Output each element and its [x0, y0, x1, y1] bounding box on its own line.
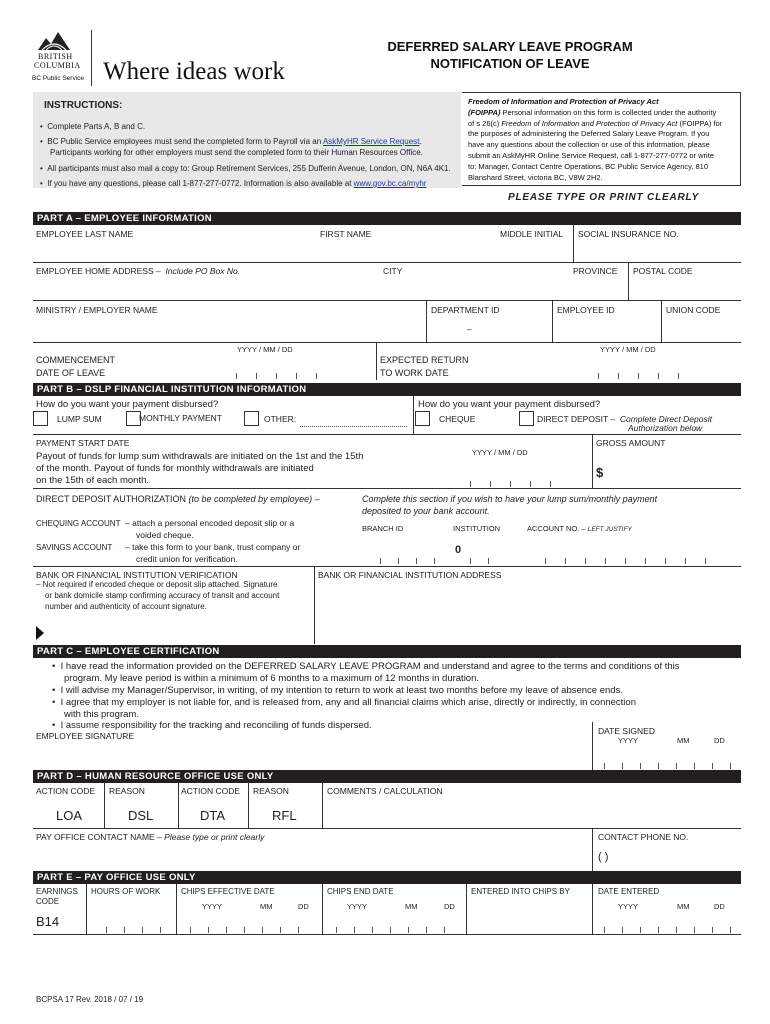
part-a-header: PART A – EMPLOYEE INFORMATION — [33, 212, 741, 225]
last-name-input[interactable] — [33, 241, 315, 261]
return-date-format: YYYY / MM / DD — [600, 345, 656, 354]
earnings-code-label-1: EARNINGS — [36, 887, 78, 896]
date-entered-mm: MM — [677, 902, 690, 911]
sin-label: SOCIAL INSURANCE NO. — [578, 229, 679, 239]
institution-label: INSTITUTION — [453, 524, 501, 533]
direct-deposit-checkbox[interactable] — [519, 411, 534, 426]
union-code-label: UNION CODE — [666, 305, 721, 315]
cert-bullet-4: • I assume responsibility for the tracking and reconciling of funds dispersed. — [52, 720, 372, 731]
chips-end-input[interactable] — [326, 912, 463, 932]
action-code-loa: LOA — [56, 808, 83, 823]
savings-label: SAVINGS ACCOUNT — [36, 543, 113, 552]
city-label: CITY — [383, 266, 403, 276]
chequing-text-2: voided cheque. — [136, 530, 194, 540]
chequing-label: CHEQUING ACCOUNT — [36, 519, 121, 528]
return-label-1: EXPECTED RETURN — [380, 355, 469, 365]
form-title — [330, 38, 690, 72]
foippa-notice: Freedom of Information and Protection of Privacy Act (FOIPPA) Personal information on this form is collected under the authority of s 26(c) Freedom of Information and Protection of Privacy Act (FOIPPA) for the purposes of administering the Deferred Salary Leave Program. If you have any questions about the collection or use of this information, please submit an AskMyHR Online Service Request, call 1-877-277-0772 or write to: Manager, Contact Centre Operations, BC Public Service Agency, 810 Blanshard Street, victoria BC, V8W 2H2. — [462, 92, 741, 186]
verification-text-3: number and authenticity of account signature. — [45, 602, 207, 611]
return-date-input[interactable] — [560, 356, 735, 378]
direct-deposit-label: DIRECT DEPOSIT – Complete Direct Deposit — [537, 414, 712, 424]
cert-bullet-3b: with this program. — [64, 709, 139, 720]
entered-by-label: ENTERED INTO CHIPS BY — [471, 887, 570, 896]
savings-text-1: – take this form to your bank, trust company or — [125, 542, 301, 552]
contact-phone-label: CONTACT PHONE NO. — [598, 832, 689, 842]
return-label-2: TO WORK DATE — [380, 368, 449, 378]
dda-label: DIRECT DEPOSIT AUTHORIZATION (to be completed by employee) – — [36, 494, 320, 504]
part-d-header: PART D – HUMAN RESOURCE OFFICE USE ONLY — [33, 770, 741, 783]
chips-end-dd: DD — [444, 902, 455, 911]
employee-signature-label: EMPLOYEE SIGNATURE — [36, 731, 135, 741]
employee-id-label: EMPLOYEE ID — [557, 305, 615, 315]
bank-address-label: BANK OR FINANCIAL INSTITUTION ADDRESS — [318, 570, 502, 580]
earnings-code-label-2: CODE — [36, 897, 60, 906]
employee-id-input[interactable] — [555, 317, 659, 339]
payout-text-3: on the 15th of each month. — [36, 475, 150, 486]
province-label: PROVINCE — [573, 266, 618, 276]
department-id-label: DEPARTMENT ID — [431, 305, 500, 315]
askmyhr-link[interactable]: AskMyHR Service Request — [322, 137, 420, 146]
home-address-label: EMPLOYEE HOME ADDRESS – Include PO Box No. — [36, 266, 241, 276]
union-code-input[interactable] — [664, 317, 741, 339]
payout-text-2: of the month. Payout of funds for monthly withdrawals are initiated — [36, 463, 314, 474]
instruction-item-2b: Participants working for other employers must send the completed form to their Human Resources Office. — [50, 148, 423, 157]
other-checkbox[interactable] — [244, 411, 259, 426]
date-signed-label: DATE SIGNED — [598, 726, 655, 736]
please-print-notice: PLEASE TYPE OR PRINT CLEARLY — [508, 192, 700, 203]
payment-start-format: YYYY / MM / DD — [472, 448, 528, 457]
date-signed-mm: MM — [677, 736, 690, 745]
direct-deposit-note: Authorization below — [628, 423, 703, 433]
other-input[interactable] — [300, 414, 407, 427]
form-title-line2: NOTIFICATION OF LEAVE — [430, 56, 590, 71]
chips-end-mm: MM — [405, 902, 418, 911]
sin-input[interactable] — [576, 241, 741, 261]
dda-instruction-1: Complete this section if you wish to have your lump sum/monthly payment — [362, 494, 658, 504]
branch-id-label: BRANCH ID — [362, 524, 404, 533]
chips-effective-mm: MM — [260, 902, 273, 911]
myhr-link[interactable]: www.gov.bc.ca/myhr — [353, 179, 427, 188]
action-code-label-2: ACTION CODE — [181, 786, 241, 796]
form-title-line1: DEFERRED SALARY LEAVE PROGRAM — [387, 39, 633, 54]
dollar-sign: $ — [596, 465, 604, 480]
chips-end-label: CHIPS END DATE — [327, 887, 394, 896]
gross-amount-label: GROSS AMOUNT — [596, 438, 666, 448]
date-entered-dd: DD — [714, 902, 725, 911]
chips-end-yyyy: YYYY — [347, 902, 368, 911]
hours-of-work-label: HOURS OF WORK — [91, 887, 161, 896]
account-no-input[interactable] — [525, 540, 735, 560]
instruction-item-1: • Complete Parts A, B and C. — [40, 122, 146, 131]
contact-phone-input[interactable] — [598, 846, 738, 868]
cheque-checkbox[interactable] — [415, 411, 430, 426]
last-name-label: EMPLOYEE LAST NAME — [36, 229, 134, 239]
payment-start-input[interactable] — [430, 456, 580, 478]
instruction-item-3: • All participants must also mail a copy to: Group Retirement Services, 255 Dufferin Avenue, London, ON, N6A 4K1. — [40, 164, 451, 173]
comments-input[interactable] — [326, 798, 738, 826]
bc-logo — [32, 28, 92, 88]
earnings-code-b14: B14 — [36, 914, 60, 929]
date-entered-yyyy: YYYY — [618, 902, 639, 911]
entered-by-input[interactable] — [470, 898, 589, 932]
disbursement-question-1: How do you want your payment disbursed? — [36, 399, 219, 410]
comments-label: COMMENTS / CALCULATION — [327, 786, 443, 796]
ministry-label: MINISTRY / EMPLOYER NAME — [36, 305, 158, 315]
form-footer: BCPSA 17 Rev. 2018 / 07 / 19 — [36, 995, 144, 1004]
chips-effective-yyyy: YYYY — [202, 902, 223, 911]
department-dash: – — [467, 324, 472, 334]
reason-dsl: DSL — [128, 808, 154, 823]
date-entered-input[interactable] — [598, 912, 738, 932]
date-signed-dd: DD — [714, 736, 725, 745]
date-signed-input[interactable] — [598, 746, 738, 766]
lump-sum-checkbox[interactable] — [33, 411, 48, 426]
action-code-label-1: ACTION CODE — [36, 786, 96, 796]
postal-code-input[interactable] — [631, 278, 741, 298]
dda-instruction-2: deposited to your bank account. — [362, 506, 490, 516]
contact-name-input[interactable] — [36, 845, 586, 867]
logo-british: BRITISH — [38, 52, 73, 61]
commencement-date-format: YYYY / MM / DD — [237, 345, 293, 354]
other-label: OTHER: — [264, 414, 297, 424]
part-c-header: PART C – EMPLOYEE CERTIFICATION — [33, 645, 741, 658]
commencement-label-1: COMMENCEMENT — [36, 355, 115, 365]
lump-sum-label: LUMP SUM — [57, 414, 102, 424]
city-input[interactable] — [381, 278, 571, 298]
first-name-input[interactable] — [318, 241, 498, 261]
postal-code-label: POSTAL CODE — [633, 266, 693, 276]
reason-label-1: REASON — [109, 786, 145, 796]
signature-arrow-icon — [36, 626, 44, 640]
gross-amount-input[interactable] — [610, 462, 738, 484]
date-signed-yyyy: YYYY — [618, 736, 639, 745]
middle-initial-label: MIDDLE INITIAL — [500, 229, 564, 239]
contact-phone-parens: ( ) — [598, 851, 609, 863]
cert-bullet-2: • I will advise my Manager/Supervisor, in writing, of my intention to return to work at least two months before my leave of absence ends. — [52, 685, 623, 696]
reason-rfl: RFL — [272, 808, 297, 823]
bc-sun-mountain-icon — [36, 28, 72, 52]
instructions-heading: INSTRUCTIONS: — [44, 100, 123, 111]
commencement-date-input[interactable] — [200, 356, 370, 378]
instruction-item-4: • If you have any questions, please call 1-877-277-0772. Information is also available at www.gov.bc.ca/myhr — [40, 179, 427, 188]
payout-text-1: Payout of funds for lump sum withdrawals are initiated on the 1st and the 15th — [36, 451, 364, 462]
contact-name-label: PAY OFFICE CONTACT NAME – Please type or print clearly — [36, 832, 265, 842]
home-address-input[interactable] — [33, 278, 378, 298]
branch-id-input[interactable] — [360, 540, 445, 560]
logo-bcps: BC Public Service — [32, 75, 85, 82]
first-name-label: FIRST NAME — [320, 229, 372, 239]
institution-input[interactable] — [466, 540, 516, 560]
verification-label: BANK OR FINANCIAL INSTITUTION VERIFICATION — [36, 570, 238, 580]
cert-bullet-1b: program. My leave period is within a minimum of 6 months to a maximum of 12 months in duration. — [64, 673, 480, 684]
savings-text-2: credit union for verification. — [136, 554, 238, 564]
account-no-label: ACCOUNT NO. – LEFT JUSTIFY — [527, 524, 632, 533]
department-id-input[interactable] — [429, 317, 550, 339]
chips-effective-dd: DD — [298, 902, 309, 911]
bank-address-input[interactable] — [318, 582, 738, 640]
logo-divider — [91, 30, 92, 86]
chequing-text-1: – attach a personal encoded deposit slip or a — [125, 518, 295, 528]
verification-text-1: – Not required if encoded cheque or deposit slip attached. Signature — [36, 580, 278, 589]
disbursement-question-2: How do you want your payment disbursed? — [418, 399, 601, 410]
cert-bullet-1a: • I have read the information provided on the DEFERRED SALARY LEAVE PROGRAM and understand and agree to the terms and conditions of this — [52, 661, 680, 672]
verification-text-2: or bank domicile stamp confirming accuracy of transit and account — [45, 591, 280, 600]
institution-prefix-zero: 0 — [455, 544, 462, 556]
province-input[interactable] — [573, 278, 627, 298]
logo-columbia: COLUMBIA — [34, 61, 81, 70]
action-code-dta: DTA — [200, 808, 226, 823]
employee-signature-input[interactable] — [36, 742, 586, 768]
instruction-item-2: • BC Public Service employees must send the completed form to Payroll via an AskMyHR Service Request. — [40, 137, 422, 146]
part-e-header: PART E – PAY OFFICE USE ONLY — [33, 871, 741, 884]
foippa-title: Freedom of Information and Protection of Privacy Act — [468, 97, 659, 106]
ministry-input[interactable] — [33, 317, 423, 339]
verification-signature-area[interactable] — [50, 615, 310, 643]
cheque-label: CHEQUE — [439, 414, 476, 424]
monthly-payment-label: MONTHLY PAYMENT — [139, 413, 222, 423]
logo-tagline: Where ideas work — [103, 58, 285, 85]
part-b-header: PART B – DSLP FINANCIAL INSTITUTION INFORMATION — [33, 383, 741, 396]
chips-effective-label: CHIPS EFFECTIVE DATE — [181, 887, 275, 896]
reason-label-2: REASON — [253, 786, 289, 796]
date-entered-label: DATE ENTERED — [598, 887, 660, 896]
commencement-label-2: DATE OF LEAVE — [36, 368, 106, 378]
payment-start-label: PAYMENT START DATE — [36, 438, 130, 448]
middle-initial-input[interactable] — [500, 241, 572, 261]
cert-bullet-3a: • I agree that my employer is not liable for, and is released from, any and all financial claims which arise, directly or indirectly, in connection — [52, 697, 636, 708]
